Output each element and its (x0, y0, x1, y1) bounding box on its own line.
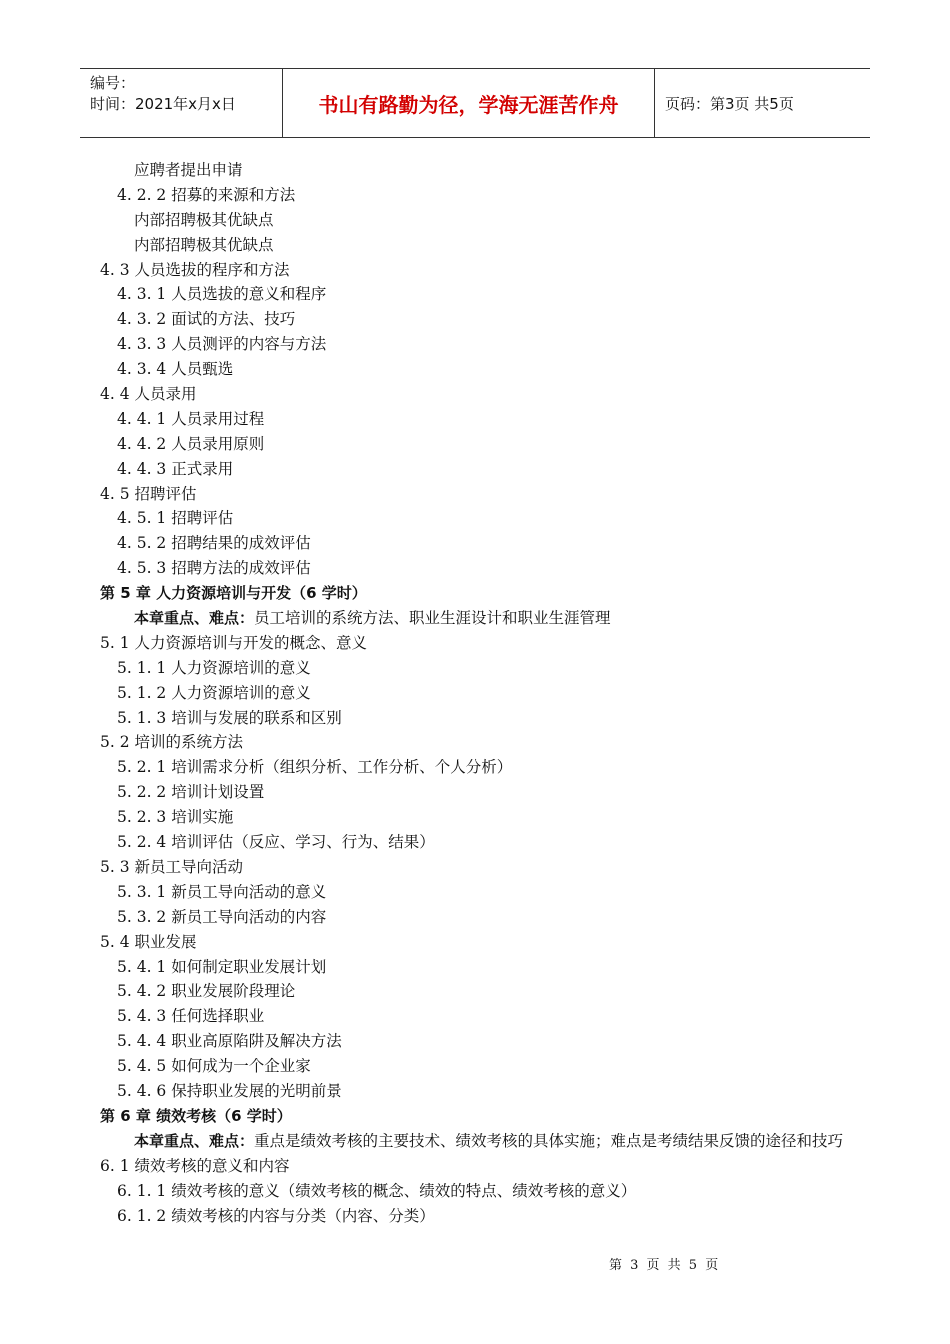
outline-section: 5. 2 培训的系统方法 (100, 733, 244, 752)
outline-subsection: 5. 3. 1 新员工导向活动的意义 (117, 882, 327, 901)
key-points-paragraph (100, 1129, 886, 1154)
document-date-label: 时间：2021年x月x日 (90, 95, 236, 113)
outline-subsection: 4. 2. 2 招募的来源和方法 (117, 185, 296, 204)
outline-subsection: 5. 1. 2 人力资源培训的意义 (117, 683, 311, 702)
document-number-label: 编号： (90, 74, 136, 92)
outline-subsection: 5. 2. 2 培训计划设置 (117, 783, 265, 802)
header-page-number: 页码：第3页 共5页 (665, 94, 794, 113)
outline-subsection: 4. 5. 3 招聘方法的成效评估 (117, 559, 311, 578)
outline-subsection: 5. 2. 4 培训评估（反应、学习、行为、结果） (117, 833, 435, 852)
outline-section: 5. 4 职业发展 (100, 932, 197, 951)
outline-subsection: 5. 1. 1 人力资源培训的意义 (117, 658, 311, 677)
header-info-cell (80, 69, 283, 137)
key-points-paragraph (100, 606, 860, 631)
outline-subsection: 5. 4. 5 如何成为一个企业家 (117, 1057, 311, 1076)
outline-subsection: 4. 4. 1 人员录用过程 (117, 409, 265, 428)
outline-subsection: 5. 4. 2 职业发展阶段理论 (117, 982, 296, 1001)
page-header (80, 68, 870, 138)
outline-subsection: 4. 4. 2 人员录用原则 (117, 434, 265, 453)
document-body (100, 158, 860, 1228)
outline-subsection: 4. 4. 3 正式录用 (117, 459, 234, 478)
outline-subsection: 5. 2. 3 培训实施 (117, 808, 234, 827)
chapter-heading: 第 6 章 绩效考核（6 学时） (100, 1106, 292, 1125)
outline-subsection: 5. 4. 1 如何制定职业发展计划 (117, 957, 327, 976)
outline-item: 内部招聘极其优缺点 (134, 210, 274, 229)
outline-section: 5. 1 人力资源培训与开发的概念、意义 (100, 633, 368, 652)
outline-subsection: 5. 4. 4 职业高原陷阱及解决方法 (117, 1032, 342, 1051)
header-motto: 书山有路勤为径，学海无涯苦作舟 (283, 69, 655, 137)
outline-section: 4. 3 人员选拔的程序和方法 (100, 260, 290, 279)
chapter-heading: 第 5 章 人力资源培训与开发（6 学时） (100, 584, 367, 603)
key-points-label: 本章重点、难点： (134, 1131, 255, 1150)
outline-subsection: 4. 3. 3 人员测评的内容与方法 (117, 335, 327, 354)
outline-section: 4. 4 人员录用 (100, 385, 197, 404)
outline-section: 6. 1 绩效考核的意义和内容 (100, 1156, 290, 1175)
outline-subsection: 4. 3. 4 人员甄选 (117, 360, 234, 379)
outline-subsection: 4. 3. 1 人员选拔的意义和程序 (117, 285, 327, 304)
key-points-label: 本章重点、难点： (134, 609, 255, 628)
outline-item: 应聘者提出申请 (134, 161, 243, 179)
outline-section: 4. 5 招聘评估 (100, 484, 197, 503)
outline-subsection: 6. 1. 2 绩效考核的内容与分类（内容、分类） (117, 1206, 435, 1225)
outline-subsection: 5. 3. 2 新员工导向活动的内容 (117, 907, 327, 926)
outline-subsection: 4. 5. 2 招聘结果的成效评估 (117, 534, 311, 553)
outline-subsection: 5. 2. 1 培训需求分析（组织分析、工作分析、个人分析） (117, 758, 513, 777)
outline-section: 5. 3 新员工导向活动 (100, 857, 244, 876)
outline-subsection: 5. 1. 3 培训与发展的联系和区别 (117, 708, 342, 727)
key-points-text: 重点是绩效考核的主要技术、绩效考核的具体实施；难点是考绩结果反馈的途径和技巧 (254, 1131, 844, 1150)
outline-subsection: 6. 1. 1 绩效考核的意义（绩效考核的概念、绩效的特点、绩效考核的意义） (117, 1181, 637, 1200)
outline-subsection: 4. 3. 2 面试的方法、技巧 (117, 310, 296, 329)
outline-subsection: 4. 5. 1 招聘评估 (117, 509, 234, 528)
outline-subsection: 5. 4. 3 任何选择职业 (117, 1007, 265, 1026)
key-points-text: 员工培训的系统方法、职业生涯设计和职业生涯管理 (254, 609, 611, 628)
page-footer: 第 3 页 共 5 页 (609, 1258, 719, 1273)
outline-item: 内部招聘极其优缺点 (134, 235, 274, 254)
outline-subsection: 5. 4. 6 保持职业发展的光明前景 (117, 1081, 342, 1100)
